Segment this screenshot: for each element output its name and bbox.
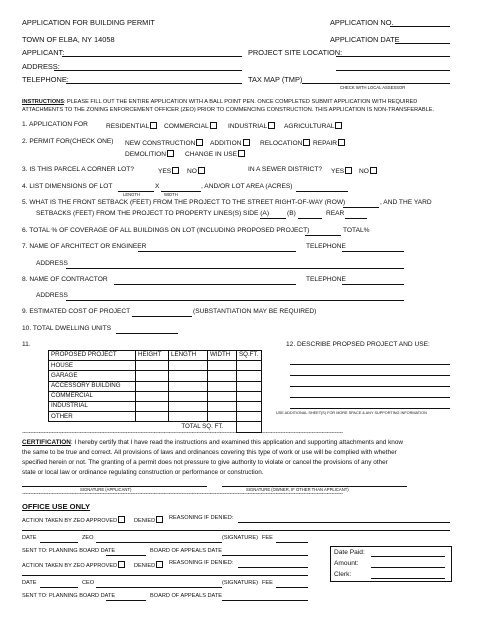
project-site-field-2[interactable] (336, 70, 450, 71)
q6-label: 6. TOTAL % OF COVERAGE OF ALL BUILDINGS ON LOT (INCLUDING PROPOSED PROJECT) (22, 227, 310, 234)
row-label: GARAGE (49, 371, 136, 381)
front-setback-field[interactable] (343, 207, 379, 208)
checkbox-icon[interactable] (370, 167, 377, 174)
q4-label: 4. LIST DIMENSIONS OF LOT (22, 183, 113, 190)
q5-line-2: SETBACKS (FEET) FROM THE PROJECT TO PROPERTY LINES(S) SIDE (A) (36, 210, 270, 217)
table-cell[interactable] (169, 401, 208, 411)
checkbox-icon[interactable] (268, 122, 275, 129)
checkbox-icon[interactable] (210, 122, 217, 129)
ceo-label: CEO (82, 580, 95, 586)
form-title: APPLICATION FOR BUILDING PERMIT (22, 18, 155, 27)
zeo-sent-to-label: SENT TO: PLANNING BOARD DATE (22, 548, 116, 554)
zeo-label: ZEO (82, 535, 94, 541)
q1-commercial[interactable]: COMMERCIAL (164, 122, 217, 131)
ceo-appeals-date-field[interactable] (222, 600, 308, 601)
table-cell[interactable] (136, 391, 169, 401)
contractor-phone-field[interactable] (342, 284, 404, 285)
q3-sewer-no[interactable]: NO (359, 167, 377, 176)
architect-address-field[interactable] (66, 268, 404, 269)
q1-label: 1. APPLICATION FOR (22, 121, 88, 128)
tax-map-label: TAX MAP (TMP) (248, 75, 303, 84)
project-site-field[interactable] (336, 56, 450, 57)
ceo-action-approved[interactable]: ACTION TAKEN BY ZEO APPROVED (22, 561, 125, 570)
q10-label: 10. TOTAL DWELLING UNITS (22, 325, 112, 332)
checkbox-icon[interactable] (338, 139, 345, 146)
ceo-sent-to-label: SENT TO: PLANNING BOARD DATE (22, 593, 116, 599)
zeo-fee-field[interactable] (276, 542, 308, 543)
checkbox-icon[interactable] (118, 516, 125, 523)
table-cell[interactable] (169, 361, 208, 371)
checkbox-icon[interactable] (172, 167, 179, 174)
side-b-field[interactable] (298, 218, 322, 219)
contractor-address-field[interactable] (66, 300, 404, 301)
zeo-appeals-label: BOARD OF APPEALS DATE (150, 548, 223, 554)
zeo-reasoning-label: REASONING IF DENIED: (169, 515, 234, 521)
q3-sewer-yes[interactable]: YES (331, 167, 352, 176)
dwelling-units-field[interactable] (116, 333, 178, 334)
table-header: SQ.FT. (237, 351, 262, 361)
contractor-name-field[interactable] (114, 284, 296, 285)
q8-label: 8. NAME OF CONTRACTOR (22, 276, 108, 283)
ceo-date-label: DATE (22, 580, 37, 586)
describe-line-3[interactable] (290, 386, 450, 387)
divider-stars: *************************************************************************************************************************************************************************************************** (22, 432, 343, 437)
checkbox-icon[interactable] (198, 167, 205, 174)
describe-line-2[interactable] (290, 375, 450, 376)
q8-address-label: ADDRESS (36, 292, 68, 299)
q5-line-1: 5. WHAT IS THE FRONT SETBACK (FEET) FROM THE PROJECT TO THE STREET RIGHT-OF-WAY (ROW) (22, 199, 346, 206)
ceo-fee-label: FEE (262, 580, 273, 586)
q4-length-caption: LENGTH (123, 192, 140, 197)
project-site-label: PROJECT SITE LOCATION: (248, 48, 343, 57)
coverage-field[interactable] (305, 235, 341, 236)
checkbox-icon[interactable] (345, 167, 352, 174)
q2-label: 2. PERMIT FOR(CHECK ONE) (22, 138, 114, 145)
table-header: WIDTH (208, 351, 237, 361)
q11-label: 11. (22, 341, 31, 348)
row-label: OTHER (49, 412, 136, 422)
cert-line-4: state or local law or ordinance regulating construction or performance or construction. (22, 469, 264, 476)
zeo-date-label: DATE (22, 535, 37, 541)
describe-line-4[interactable] (290, 397, 450, 398)
zeo-action-denied[interactable]: DENIED (134, 516, 163, 525)
checkbox-icon[interactable] (335, 122, 342, 129)
table-cell[interactable] (237, 391, 262, 401)
table-row (49, 381, 262, 391)
ceo-reasoning-label: REASONING IF DENIED: (169, 560, 234, 566)
application-no-label: APPLICATION NO. (330, 18, 394, 27)
describe-line-1[interactable] (290, 364, 450, 365)
zeo-signature-field[interactable] (96, 542, 222, 543)
zeo-signature-label: (SIGNATURE) (222, 535, 258, 541)
q3-no[interactable]: NO (187, 167, 205, 176)
payment-box (330, 546, 452, 582)
ceo-fee-field[interactable] (276, 587, 308, 588)
q3-yes[interactable]: YES (158, 167, 179, 176)
checkbox-icon[interactable] (156, 561, 163, 568)
table-cell[interactable] (136, 371, 169, 381)
q2-demolition[interactable]: DEMOLITION (125, 150, 174, 159)
table-header: LENGTH (169, 351, 208, 361)
q8-telephone-label: TELEPHONE (306, 276, 346, 283)
table-cell[interactable] (169, 412, 208, 422)
ceo-signature-field[interactable] (96, 587, 222, 588)
q7-label: 7. NAME OF ARCHITECT OR ENGINEER (22, 243, 147, 250)
q2-new-construction[interactable]: NEW CONSTRUCTION (125, 139, 203, 148)
table-cell[interactable] (208, 381, 237, 391)
table-cell[interactable] (237, 371, 262, 381)
table-cell[interactable] (169, 381, 208, 391)
checkbox-icon[interactable] (167, 150, 174, 157)
estimated-cost-field[interactable] (132, 316, 192, 317)
lot-acres-field[interactable] (296, 191, 348, 192)
checkbox-icon[interactable] (196, 139, 203, 146)
side-a-field[interactable] (260, 218, 286, 219)
row-label: COMMERCIAL (49, 391, 136, 401)
q12-label: 12. DESCRIBE PROPSED PROJECT AND USE: (286, 341, 430, 348)
q6-total-label: TOTAL% (343, 227, 370, 234)
checkbox-icon[interactable] (238, 150, 245, 157)
telephone-field[interactable] (66, 83, 242, 84)
q4-acres-label: , AND/OR LOT AREA (ACRES) (201, 183, 293, 190)
q1-agricultural[interactable]: AGRICULTURAL (284, 122, 342, 131)
zeo-fee-label: FEE (262, 535, 273, 541)
total-sqft-label: TOTAL SQ. FT. (181, 423, 224, 431)
project-dimensions-table (48, 350, 262, 433)
telephone-label: TELEPHONE: (22, 75, 69, 84)
q3-label: 3. IS THIS PARCEL A CORNER LOT? (22, 166, 135, 173)
table-header: PROPOSED PROJECT (49, 351, 136, 361)
zeo-reasoning-field[interactable] (238, 522, 450, 523)
table-row (49, 391, 262, 401)
q4-width-caption: WIDTH (164, 192, 178, 197)
clerk-label: Clerk: (334, 571, 352, 578)
ceo-planning-date-field[interactable] (106, 600, 146, 601)
q2-change-in-use[interactable]: CHANGE IN USE (185, 150, 245, 159)
table-cell[interactable] (237, 381, 262, 391)
q5-yard-text: , AND THE YARD (380, 199, 432, 206)
instructions-line-2: ATTACHMENTS TO THE ZONING ENFORCEMENT OFFICER (ZEO) PRIOR TO COMMENCING CONSTRUCTION. THIS APPLICATION IS NON-TRANSFERABLE. (22, 107, 434, 113)
ceo-signature-label: (SIGNATURE) (222, 580, 258, 586)
amount-field[interactable] (371, 567, 445, 568)
table-cell[interactable] (208, 391, 237, 401)
table-row (49, 361, 262, 371)
rear-field[interactable] (345, 218, 367, 219)
q12-note: USE ADDITIONAL SHEET(S) FOR MORE SPACE & ANY SUPPORTING INFORMATION (276, 411, 427, 415)
cert-line-2: the same to be true and correct. All provisions of laws and ordinances covering this type of work or use will be complied with whether (22, 449, 397, 456)
zeo-planning-date-field[interactable] (106, 555, 146, 556)
date-paid-field[interactable] (371, 556, 445, 557)
cert-line-3: specified herein or not. The granting of a permit does not pressure to give authority to violate or cancel the provisions of any other (22, 459, 388, 466)
table-cell[interactable] (237, 412, 262, 422)
address-label: ADDRESS: (22, 62, 60, 71)
tax-map-field[interactable] (302, 83, 450, 84)
ceo-action-denied[interactable]: DENIED (134, 561, 163, 570)
town-label: TOWN OF ELBA, NY 14058 (22, 35, 115, 44)
q2-relocation[interactable]: RELOCATION (260, 139, 310, 148)
table-cell[interactable] (237, 361, 262, 371)
ceo-reasoning-field-2[interactable] (22, 575, 308, 576)
q9-note: (SUBSTANTIATION MAY BE REQUIRED) (193, 308, 317, 315)
describe-line-5[interactable] (290, 408, 450, 409)
divider-stars: *************************************************************************************************************************************************************************************************** (22, 493, 343, 498)
application-date-field[interactable] (395, 43, 450, 44)
zeo-date-field[interactable] (40, 542, 78, 543)
q2-addition[interactable]: ADDITION (210, 139, 250, 148)
application-date-label: APPLICATION DATE (330, 35, 400, 44)
table-cell[interactable] (208, 401, 237, 411)
amount-label: Amount: (334, 560, 359, 567)
clerk-field[interactable] (371, 578, 445, 579)
application-no-field[interactable] (390, 26, 450, 27)
q1-industrial[interactable]: INDUSTRIAL (228, 122, 275, 131)
table-header: HEIGHT (136, 351, 169, 361)
checkbox-icon[interactable] (118, 561, 125, 568)
q1-residential[interactable]: RESIDENTIAL (106, 122, 157, 131)
total-sqft-cell[interactable] (237, 422, 262, 432)
architect-phone-field[interactable] (342, 251, 404, 252)
zeo-reasoning-field-2[interactable] (22, 530, 450, 531)
ceo-appeals-label: BOARD OF APPEALS DATE (150, 593, 223, 599)
row-label: HOUSE (49, 361, 136, 371)
table-row (49, 401, 262, 411)
table-cell[interactable] (169, 371, 208, 381)
table-cell[interactable] (208, 371, 237, 381)
date-paid-label: Date Paid: (334, 549, 365, 556)
applicant-label: APPLICANT: (22, 48, 65, 57)
q9-label: 9. ESTIMATED COST OF PROJECT (22, 308, 131, 315)
applicant-field[interactable] (62, 56, 242, 57)
checkbox-icon[interactable] (150, 122, 157, 129)
zeo-action-approved[interactable]: ACTION TAKEN BY ZEO APPROVED (22, 516, 125, 525)
q2-repair[interactable]: REPAIR (313, 139, 345, 148)
table-cell[interactable] (208, 412, 237, 422)
table-cell[interactable] (208, 361, 237, 371)
q4-x: X (155, 183, 160, 190)
owner-signature-caption: SIGNATURE (OWNER, IF OTHER THAN APPLICANT) (246, 487, 349, 492)
checkbox-icon[interactable] (303, 139, 310, 146)
check-assessor-note: CHECK WITH LOCAL ASSESSOR (340, 85, 406, 90)
q5-rear-label: REAR (326, 210, 345, 217)
ceo-reasoning-field[interactable] (238, 567, 308, 568)
table-cell[interactable] (136, 381, 169, 391)
office-use-title: OFFICE USE ONLY (22, 502, 91, 511)
table-cell[interactable] (169, 391, 208, 401)
table-cell[interactable] (237, 401, 262, 411)
q5-side-b-label: (B) (287, 210, 296, 217)
address-field[interactable] (54, 70, 242, 71)
architect-name-field[interactable] (138, 251, 296, 252)
table-row (49, 371, 262, 381)
row-label: ACCESSORY BUILDING (49, 381, 136, 391)
zeo-appeals-date-field[interactable] (222, 555, 308, 556)
checkbox-icon[interactable] (243, 139, 250, 146)
table-cell[interactable] (136, 412, 169, 422)
table-row (49, 412, 262, 422)
checkbox-icon[interactable] (156, 516, 163, 523)
table-total-row (49, 422, 262, 432)
q7-telephone-label: TELEPHONE (306, 243, 346, 250)
table-header-row (49, 351, 262, 361)
cert-line-1: CERTIFICATION: I hereby certify that I have read the instructions and examined this application and supporting attachments and know (22, 439, 404, 446)
row-label: INDUSTRIAL (49, 401, 136, 411)
table-cell[interactable] (136, 401, 169, 411)
q7-address-label: ADDRESS (36, 260, 68, 267)
applicant-signature-caption: SIGNATURE (APPLICANT) (80, 487, 132, 492)
table-cell[interactable] (136, 361, 169, 371)
ceo-date-field[interactable] (40, 587, 78, 588)
q3-sewer-label: IN A SEWER DISTRICT? (248, 166, 323, 173)
instructions-line-1: INSTRUCTIONS: PLEASE FILL OUT THE ENTIRE APPLICATION WITH A BALL POINT PEN. ONCE COMPLETED SUBMIT APPLICATION WITH REQUIRED (22, 99, 418, 105)
